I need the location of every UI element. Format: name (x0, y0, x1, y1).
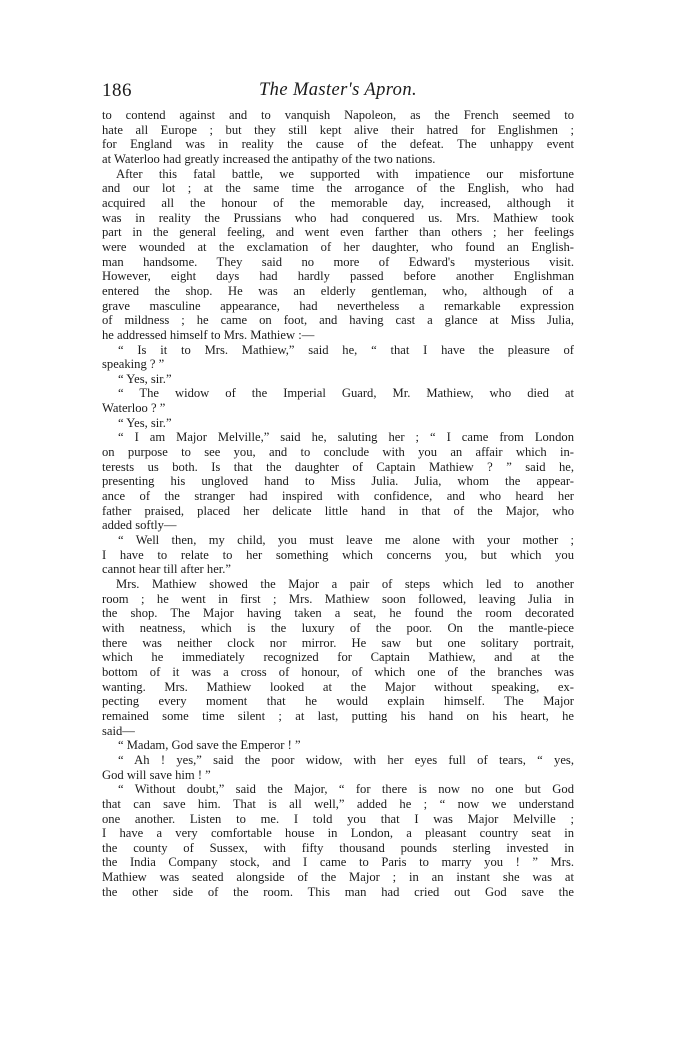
text-line: entered the shop. He was an elderly gentleman, who, although of a (102, 283, 574, 298)
text-line: acquired all the honour of the memorable day, increased, although it (102, 195, 574, 210)
book-page (102, 80, 574, 899)
text-line: was in reality the Prussians who had conquered us. Mrs. Mathiew took (102, 210, 574, 225)
text-line: “ Yes, sir.” (118, 371, 172, 386)
text-line: he addressed himself to Mrs. Mathiew :— (102, 327, 315, 342)
text-line: Mathiew was seated alongside of the Major ; in an instant she was at (102, 870, 574, 885)
text-line: were wounded at the exclamation of her daughter, who found an English- (102, 239, 574, 254)
text-line: “ Yes, sir.” (118, 415, 172, 430)
text-line: cannot hear till after her.” (102, 562, 232, 577)
text-line: Waterloo ? ” (102, 401, 166, 416)
text-line: “ Is it to Mrs. Mathiew,” said he, “ that I have the pleasure of (118, 342, 574, 357)
text-line: bottom of it was a cross of honour, of which one of the branches was (102, 664, 574, 679)
text-line: God will save him ! ” (102, 767, 211, 782)
text-line: “ I am Major Melville,” said he, saluting her ; “ I came from London (118, 430, 574, 445)
text-line: the other side of the room. This man had cried out God save the (102, 884, 574, 899)
text-line: “ Madam, God save the Emperor ! ” (118, 738, 301, 753)
text-line: speaking ? ” (102, 357, 165, 372)
text-line: grave masculine appearance, had nevertheless a remarkable expression (102, 298, 574, 313)
text-line: I have to relate to her something which concerns you, but which you (102, 547, 574, 562)
text-line: and our lot ; at the same time the arrogance of the English, who had (102, 181, 574, 196)
text-line: “ The widow of the Imperial Guard, Mr. Mathiew, who died at (118, 386, 574, 401)
body-text (102, 108, 574, 899)
text-line: added softly— (102, 518, 177, 533)
page-header (102, 80, 574, 106)
text-line: room ; he went in first ; Mrs. Mathiew soon followed, leaving Julia in (102, 591, 574, 606)
text-line: Mrs. Mathiew showed the Major a pair of steps which led to another (116, 577, 574, 591)
text-line: hate all Europe ; but they still kept alive their hatred for Englishmen ; (102, 122, 574, 137)
page-number: 186 (102, 80, 132, 101)
text-line: part in the general feeling, and went even farther than others ; her feelings (102, 225, 574, 240)
text-line: pecting every moment that he would explain himself. The Major (102, 694, 574, 709)
text-line: “ Ah ! yes,” said the poor widow, with her eyes full of tears, “ yes, (118, 752, 574, 767)
text-line: to contend against and to vanquish Napoleon, as the French seemed to (102, 108, 574, 122)
text-line: of mildness ; he came on foot, and having cast a glance at Miss Julia, (102, 313, 574, 328)
text-line: said— (102, 723, 135, 738)
text-line: that can save him. That is all well,” added he ; “ now we understand (102, 796, 574, 811)
text-line: I have a very comfortable house in London, a pleasant country seat in (102, 826, 574, 841)
text-line: man handsome. They said no more of Edward's mysterious visit. (102, 254, 574, 269)
text-line: the shop. The Major having taken a seat, he found the room decorated (102, 606, 574, 621)
text-line: one another. Listen to me. I told you that I was Major Melville ; (102, 811, 574, 826)
text-line: at Waterloo had greatly increased the antipathy of the two nations. (102, 151, 436, 166)
text-line: ance of the stranger had inspired with confidence, and who heard her (102, 489, 574, 504)
text-line: there was neither clock nor mirror. He saw but one solitary portrait, (102, 635, 574, 650)
text-line: with neatness, which is the luxury of the poor. On the mantle-piece (102, 620, 574, 635)
text-line: the county of Sussex, with fifty thousand pounds sterling invested in (102, 840, 574, 855)
text-line: “ Well then, my child, you must leave me alone with your mother ; (118, 533, 574, 548)
text-line: for England was in reality the cause of the defeat. The unhappy event (102, 137, 574, 152)
text-line: However, eight days had hardly passed before another Englishman (102, 269, 574, 284)
text-line: terests us both. Is that the daughter of Captain Mathiew ? ” said he, (102, 459, 574, 474)
text-line: which he immediately recognized for Captain Mathiew, and at the (102, 650, 574, 665)
running-title: The Master's Apron. (258, 80, 418, 100)
text-line: After this fatal battle, we supported with impatience our misfortune (116, 166, 574, 181)
text-line: remained some time silent ; at last, putting his hand on his heart, he (102, 708, 574, 723)
text-line: on purpose to see you, and to conclude with you an affair which in- (102, 445, 574, 460)
text-line: presenting his ungloved hand to Miss Julia. Julia, whom the appear- (102, 474, 574, 489)
text-line: the India Company stock, and I came to Paris to marry you ! ” Mrs. (102, 855, 574, 870)
text-line: “ Without doubt,” said the Major, “ for there is now no one but God (118, 782, 574, 797)
text-line: father praised, placed her delicate little hand in that of the Major, who (102, 503, 574, 518)
text-line: wanting. Mrs. Mathiew looked at the Major without speaking, ex- (102, 679, 574, 694)
